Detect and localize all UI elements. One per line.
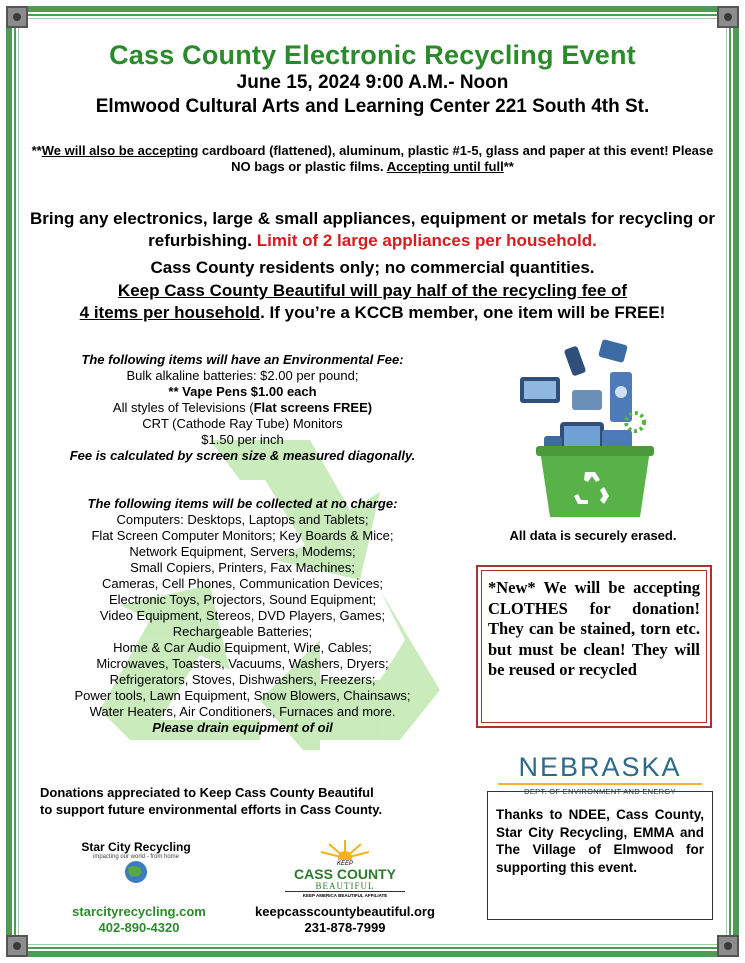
appliance-limit: Limit of 2 large appliances per household. [256, 231, 597, 250]
fee-price: $1.50 per inch [201, 432, 284, 447]
kccb-contact [240, 904, 450, 936]
star-city-website[interactable]: starcityrecycling.com [72, 904, 206, 919]
list-item: Water Heaters, Air Conditioners, Furnaces and more. [89, 704, 396, 719]
clothes-donation-text: *New* We will be accepting CLOTHES for donation! They can be stained, torn etc. but must be clean! They will be reused or recycled [481, 570, 707, 723]
residents-only: Cass County residents only; no commercial quantities. [150, 258, 595, 277]
thanks-box: Thanks to NDEE, Cass County, Star City Recycling, EMMA and The Village of Elmwood for supporting this event. [487, 791, 713, 920]
corner-rivet-icon [717, 935, 739, 957]
corner-rivet-icon [6, 6, 28, 28]
star-city-contact [54, 904, 224, 936]
fee-tv-free: Flat screens FREE) [253, 400, 373, 415]
fee-heading: The following items will have an Environmental Fee: [81, 352, 404, 367]
fee-batteries: Bulk alkaline batteries: $2.00 per pound; [126, 368, 359, 383]
kccb-keep: KEEP [336, 861, 353, 867]
fee-items-section [30, 352, 455, 464]
free-items-section [30, 496, 455, 736]
list-item: Computers: Desktops, Laptops and Tablets; [116, 512, 369, 527]
kccb-fee-note [30, 280, 715, 324]
fee-note: Fee is calculated by screen size & measured diagonally. [69, 448, 416, 463]
list-item: Microwaves, Toasters, Vacuums, Washers, Dryers; [96, 656, 389, 671]
kccb-logo [285, 838, 405, 898]
star-city-logo [66, 840, 206, 889]
page-title: Cass County Electronic Recycling Event [109, 40, 636, 70]
accept-underlined: We will also be accepting [41, 143, 199, 158]
clothes-donation-box [476, 565, 712, 728]
star-city-name: Star City Recycling [81, 840, 191, 854]
recycling-bin-icon [500, 332, 680, 522]
corner-rivet-icon [717, 6, 739, 28]
data-erased-note: All data is securely erased. [509, 528, 677, 543]
accept-body: cardboard (flattened), aluminum, plastic #1-5, glass and paper at this event! Please NO bags or plastic films. [198, 143, 714, 174]
kccb-line1: Keep Cass County Beautiful will pay half of the recycling fee of [117, 281, 628, 300]
sun-logo-icon [315, 838, 375, 860]
fee-tv-prefix: All styles of Televisions ( [112, 400, 254, 415]
free-heading: The following items will be collected at no charge: [87, 496, 398, 511]
nebraska-ndee-logo [490, 752, 710, 796]
list-item: Rechargeable Batteries; [172, 624, 313, 639]
also-accepting-note [30, 143, 715, 175]
accept-until: Accepting until full [386, 159, 504, 174]
star-city-phone: 402-890-4320 [98, 920, 180, 935]
kccb-beautiful: BEAUTIFUL [315, 881, 375, 891]
list-item: Network Equipment, Servers, Modems; [129, 544, 356, 559]
kccb-affiliate: KEEP AMERICA BEAUTIFUL AFFILIATE [285, 891, 405, 898]
bring-body: Bring any electronics, large & small appliances, equipment or metals for recycling or refurbishing. [30, 209, 715, 250]
fee-tv [30, 400, 455, 416]
donations-note [40, 784, 470, 818]
nebraska-divider [498, 783, 702, 785]
fee-vape: ** Vape Pens $1.00 each [168, 384, 317, 399]
list-item: Cameras, Cell Phones, Communication Devices; [101, 576, 384, 591]
nebraska-dept: DEPT. OF ENVIRONMENT AND ENERGY [524, 787, 676, 796]
list-item: Power tools, Lawn Equipment, Snow Blowers, Chainsaws; [74, 688, 411, 703]
accept-suffix: ** [503, 159, 514, 174]
corner-rivet-icon [6, 935, 28, 957]
list-item: Flat Screen Computer Monitors; Key Boards & Mice; [91, 528, 394, 543]
accept-prefix: ** [31, 143, 42, 158]
kccb-line2: 4 items per household [79, 303, 261, 322]
star-city-tagline: impacting our world - from home [92, 854, 180, 860]
drain-oil-note: Please drain equipment of oil [152, 720, 333, 735]
list-item: Home & Car Audio Equipment, Wire, Cables; [113, 640, 372, 655]
event-location: Elmwood Cultural Arts and Learning Center 221 South 4th St. [95, 96, 650, 117]
kccb-logo-name: CASS COUNTY [294, 866, 396, 882]
nebraska-wordmark: NEBRASKA [518, 752, 682, 782]
globe-logo-icon [66, 860, 206, 884]
donations-line2: to support future environmental efforts in Cass County. [40, 802, 383, 817]
donations-line1: Donations appreciated to Keep Cass County Beautiful [40, 785, 374, 800]
kccb-rest: . If you’re a KCCB member, one item will be FREE! [260, 303, 666, 322]
list-item: Refrigerators, Stoves, Dishwashers, Freezers; [109, 672, 376, 687]
list-item: Electronic Toys, Projectors, Sound Equipment; [108, 592, 377, 607]
event-date: June 15, 2024 9:00 A.M.- Noon [236, 72, 509, 93]
kccb-phone: 231-878-7999 [304, 920, 386, 935]
fee-crt: CRT (Cathode Ray Tube) Monitors [142, 416, 343, 431]
list-item: Video Equipment, Stereos, DVD Players, Games; [99, 608, 386, 623]
kccb-website[interactable]: keepcasscountybeautiful.org [255, 904, 435, 919]
bring-items-text [30, 208, 715, 252]
list-item: Small Copiers, Printers, Fax Machines; [130, 560, 355, 575]
